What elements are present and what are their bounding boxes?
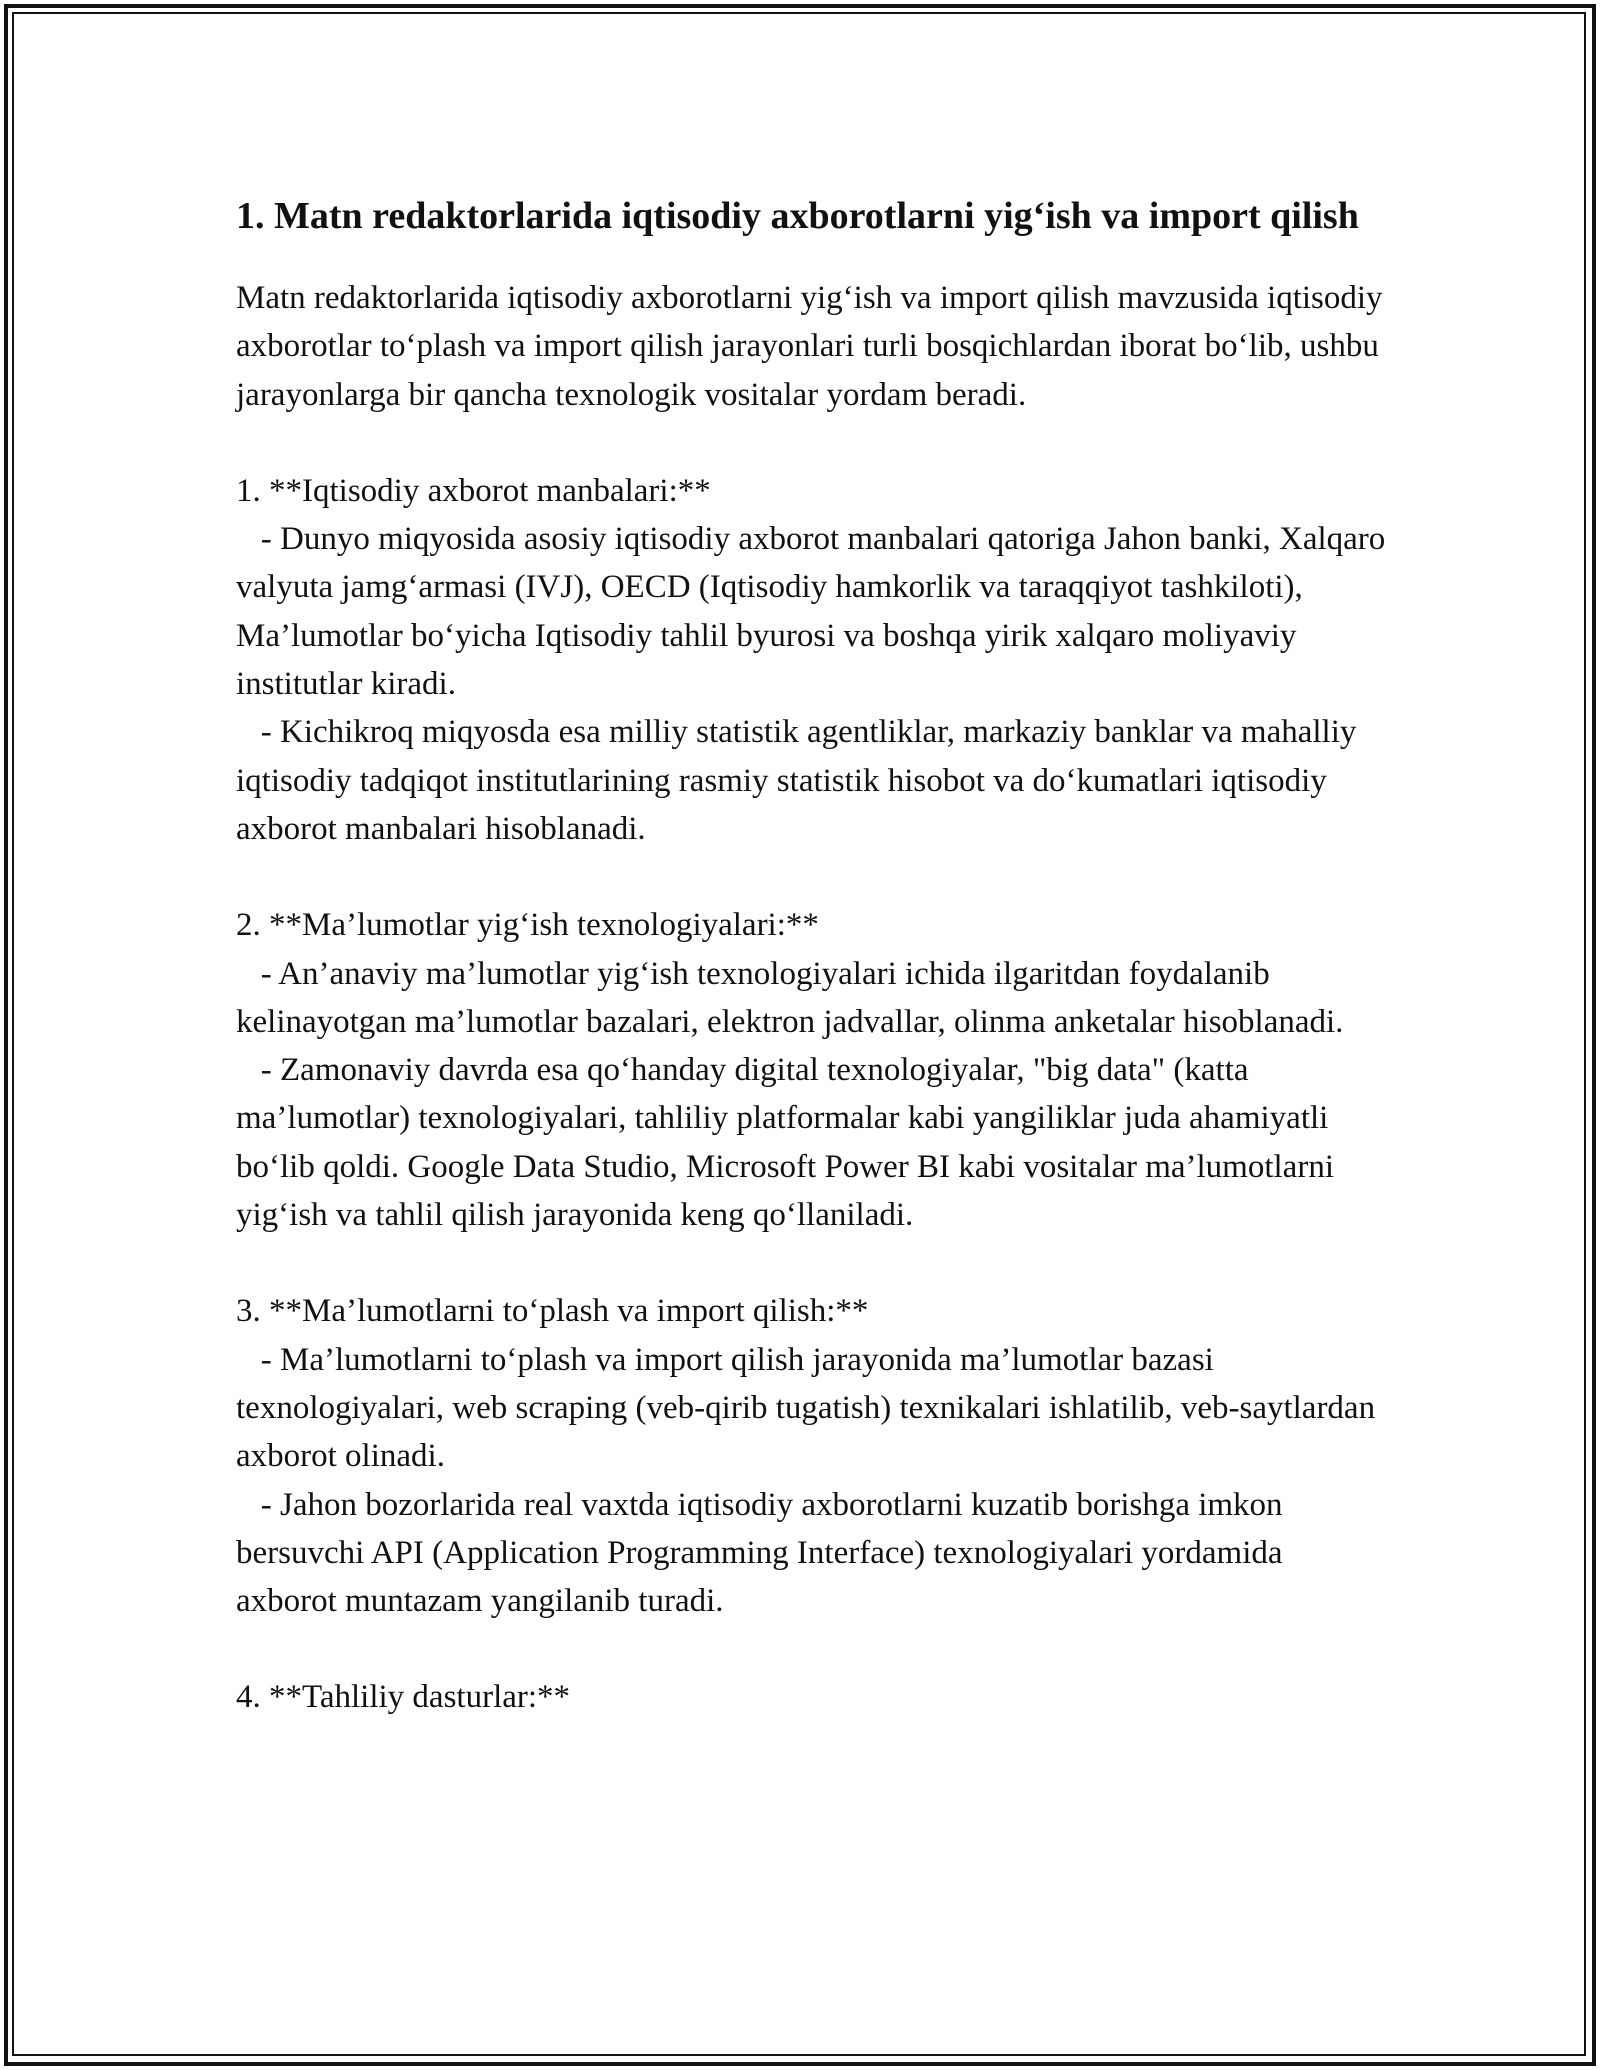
document-title: 1. Matn redaktorlarida iqtisodiy axborotlarni yig‘ish va import qilish xyxy=(236,195,1359,237)
section-heading: 4. **Tahliliy dasturlar:** xyxy=(236,1679,571,1716)
section-data-collection-tech xyxy=(236,901,1386,1239)
section-analytical-software xyxy=(236,1673,1386,1721)
list-item xyxy=(236,515,1386,708)
list-item-text: - An’anaviy ma’lumotlar yig‘ish texnologiyalari ichida ilgaritdan foydalanib kelinayotgan ma’lumotlar bazalari, elektron jadvallar, olinma anketalar hisoblanadi. xyxy=(236,955,1344,1040)
list-item xyxy=(236,708,1386,853)
section-heading: 2. **Ma’lumotlar yig‘ish texnologiyalari:** xyxy=(236,907,819,944)
document-body xyxy=(236,274,1386,1722)
list-item xyxy=(236,1481,1386,1626)
list-item-text: - Dunyo miqyosida asosiy iqtisodiy axborot manbalari qatoriga Jahon banki, Xalqaro valyuta jamg‘armasi (IVJ), OECD (Iqtisodiy hamkorlik va taraqqiyot tashkiloti), Ma’lumotlar bo‘yicha Iqtisodiy tahlil byurosi va boshqa yirik xalqaro moliyaviy institutlar kiradi. xyxy=(236,521,1386,703)
section-data-import xyxy=(236,1287,1386,1625)
list-item-text: - Jahon bozorlarida real vaxtda iqtisodiy axborotlarni kuzatib borishga imkon bersuvchi API (Application Programming Interface) texnologiyalari yordamida axborot muntazam yangilanib turadi. xyxy=(236,1486,1283,1620)
list-item-text: - Kichikroq miqyosda esa milliy statistik agentliklar, markaziy banklar va mahalliy iqtisodiy tadqiqot institutlarining rasmiy statistik hisobot va do‘kumatlari iqtisodiy axborot manbalari hisoblanadi. xyxy=(236,714,1357,847)
list-item xyxy=(236,1336,1386,1481)
section-heading: 3. **Ma’lumotlarni to‘plash va import qilish:** xyxy=(236,1293,869,1330)
list-item-text: - Zamonaviy davrda esa qo‘handay digital texnologiyalar, "big data" (katta ma’lumotlar) texnologiyalari, tahliliy platformalar kabi yangiliklar juda ahamiyatli bo‘lib qoldi. Google Data Studio, Microsoft Power BI kabi vositalar ma’lumotlarni yig‘ish va tahlil qilish jarayonida keng qo‘llaniladi. xyxy=(236,1052,1334,1234)
list-item xyxy=(236,950,1386,1047)
document-page xyxy=(236,188,1386,1722)
section-heading: 1. **Iqtisodiy axborot manbalari:** xyxy=(236,472,711,509)
list-item-text: - Ma’lumotlarni to‘plash va import qilish jarayonida ma’lumotlar bazasi texnologiyalari, web scraping (veb-qirib tugatish) texnikalari ishlatilib, veb-saytlardan axborot olinadi. xyxy=(236,1341,1376,1475)
intro-paragraph: Matn redaktorlarida iqtisodiy axborotlarni yig‘ish va import qilish mavzusida iqtisodiy axborotlar to‘plash va import qilish jarayonlari turli bosqichlardan iborat bo‘lib, ushbu jarayonlarga bir qancha texnologik vositalar yordam beradi. xyxy=(236,280,1383,413)
section-economic-sources xyxy=(236,467,1386,853)
list-item xyxy=(236,1046,1386,1239)
